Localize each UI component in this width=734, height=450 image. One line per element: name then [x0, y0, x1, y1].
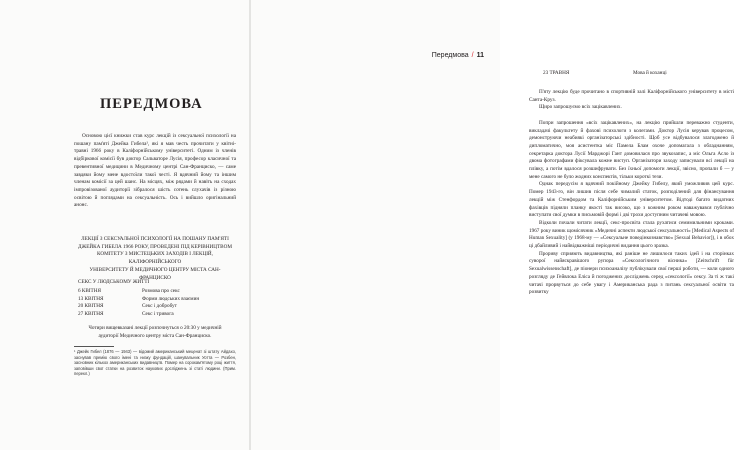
- body-paragraph: Відколи почали читати лекції, секс-просвіта стала рухатися семимильними кроками. 1967 року виник щомісячник «Медичні аспекти людської сексуальності» [Medical Aspects of Human Sexuality] (у 1968-му — «Сексуальне поведінкознавство» [Sexual Behavior]), і в обох ці дбайливий і найвідважніші періодичні видання цього зразка.: [529, 219, 734, 250]
- body-paragraph: Прориву сприяють видавництва, які раніше не лишилося таких ідей і на сторінках суворої найяскравішого рупора «Сексологічного вісника» [Zeitschrift für Sexualwissenschaft], де піонери психоаналізу публікували свої перші роботи, — коли одного розгляду де Гейвлока Еліса й погоджених досліджень серед «сексології» сексу. За ті ж такі читачі прорвуться до себе увагу і Американська рада з питань сексуальної освіти та розвитку: [529, 250, 734, 296]
- body-paragraph: Однак передусім я вдячний покійному Джейку Гибелу, який уможливив цей курс. Помер 1943-го, він лишив після себе чималий статок, розподілений для фінансування лекцій між Стенфордом та Каліфорнійським університетом. Відтоді багато видатних фахівців підняли планку якості так високо, що з кожним роком наважувався публічно виступати свої думки в письмовій формі і дві трохи доступним читачеві мовою.: [529, 181, 734, 219]
- running-head-separator: /: [471, 52, 474, 59]
- announcement-line: КОМІТЕТУ З МИСТЕЦЬКИХ ЗАХОДІВ І ЛЕКЦІЙ, КАЛІФОРНІЙСЬКОГО: [97, 251, 213, 266]
- schedule-row: [78, 311, 238, 319]
- fifth-lecture-date: [543, 70, 667, 78]
- schedule-topic: Форми людських взаємин: [142, 295, 200, 302]
- body-paragraph: П'яту лекцію буде прочитано в спортивній залі Каліфорнійського університету в місті Санта-Круз.: [529, 89, 734, 103]
- right-page-text: [529, 89, 734, 297]
- schedule-row: [78, 288, 238, 296]
- chapter-title: ПЕРЕДМОВА: [100, 96, 203, 112]
- schedule-topic: Секс і добробут: [142, 303, 177, 310]
- fifth-lecture-topic: Мова й коханці: [633, 70, 667, 76]
- schedule-note-line: Чотири вищевказані лекції розпочнуться о 20:30 у медичній: [88, 325, 222, 331]
- schedule-note: [74, 325, 236, 340]
- body-paragraph: Щиро запрошуємо всіх зацікавлених.: [539, 104, 622, 111]
- schedule-row: [78, 303, 238, 311]
- schedule-date: 27 КВІТНЯ: [78, 311, 104, 318]
- schedule-date: 20 КВІТНЯ: [78, 303, 104, 310]
- running-head: [432, 52, 484, 59]
- schedule-note-line: аудиторії Медичного центру міста Сан-Франциско.: [98, 332, 212, 339]
- right-page: [251, 0, 734, 450]
- left-page: [0, 0, 249, 450]
- schedule-topic: Секс і тривога: [142, 311, 174, 318]
- schedule-date: 6 КВІТНЯ: [78, 288, 101, 294]
- announcement-line: ЛЕКЦІЇ З СЕКСУАЛЬНОЇ ПСИХОЛОГІЇ НА ПОШАНУ ПАМ'ЯТІ: [81, 236, 229, 242]
- footnote: [74, 349, 236, 377]
- fifth-lecture-day: 23 ТРАВНЯ: [543, 70, 570, 76]
- announcement-line: ДЖЕЙКА ГИБЕЛА 1966 РОКУ, ПРОВЕДЕНІ ПІД КЕРІВНИЦТВОМ: [78, 243, 232, 250]
- schedule-date: 13 КВІТНЯ: [78, 295, 104, 302]
- schedule-title: СЕКС У ЛЮДСЬКОМУ ЖИТТІ: [78, 279, 150, 285]
- lecture-schedule: [78, 288, 238, 319]
- footnote-text: ¹ Джейк Гибел (1876 — 1943) — відомий американський меценат зі штату Айдахо, заснував премію свого імені та низку фундацій, шанувальник Уотта — Розбен, засновник кількох американських видавництв. Помер на сорокам'ятому році життя, заповівши свої статки на розвиток наукових досліджень зі статі людини. (Прим. перекл.): [74, 349, 236, 377]
- running-head-title: Передмова: [431, 52, 469, 59]
- intro-paragraph: Основою цієї книжки став курс лекцій із сексуальної психології на пошану пам'яті Джейка Гибела¹, які я мав честь прочитати у квітні-травні 1966 року в Каліфорнійському університеті. Одним із членів відбіркової комісії був доктор Сальваторе Лусія, професор класичної та превентивної медицини в Медичному центрі Сан-Франциско, — саме завдяки йому мене вдостоїли такої честі. Я вдячний йому та іншим членам комісії за цей шанс. На місцях, між рядами й навіть на сходах імпровізованої аудиторії зібралося шість сотень слухачів із різною освітою й поглядами на сексуальність. Ось і вийшло оригінальний анонс.: [74, 133, 236, 209]
- page-number: 11: [476, 52, 484, 59]
- body-paragraph: Попри запрошення «всіх зацікавлених», на лекцію прийшли переважно студенти, викладачі факультету й фахові психологи з колегами. Доктор Лусія керував процесом, демонструючи неабиякі організаторські здібності. Щоб усе відбувалося злагоджено й дипломатично, моя асистентка міс Памела Блам охоче допомагала з обладнанням, секретарка доктора Лусії Марджорі Гант домовилася про звукозапис, а міс Ольга Асло із двома фотографами фіксувала кожне виступ. Організатори заходу записували всі лекції на плівку, а потім вдалося розшифрувати. Без їхньої допомоги лекції, звісно, пропали б — у мене самого не було жодних конспектів, тільки короткі тези.: [529, 119, 734, 180]
- intro-text: [74, 133, 236, 210]
- schedule-topic: Розмова про секс: [142, 288, 180, 294]
- footnote-rule: [74, 346, 114, 347]
- lecture-announcement: [74, 236, 236, 282]
- announcement-line: УНІВЕРСИТЕТУ Й МЕДИЧНОГО ЦЕНТРУ МІСТА САН-ФРАНЦИСКО: [89, 266, 221, 281]
